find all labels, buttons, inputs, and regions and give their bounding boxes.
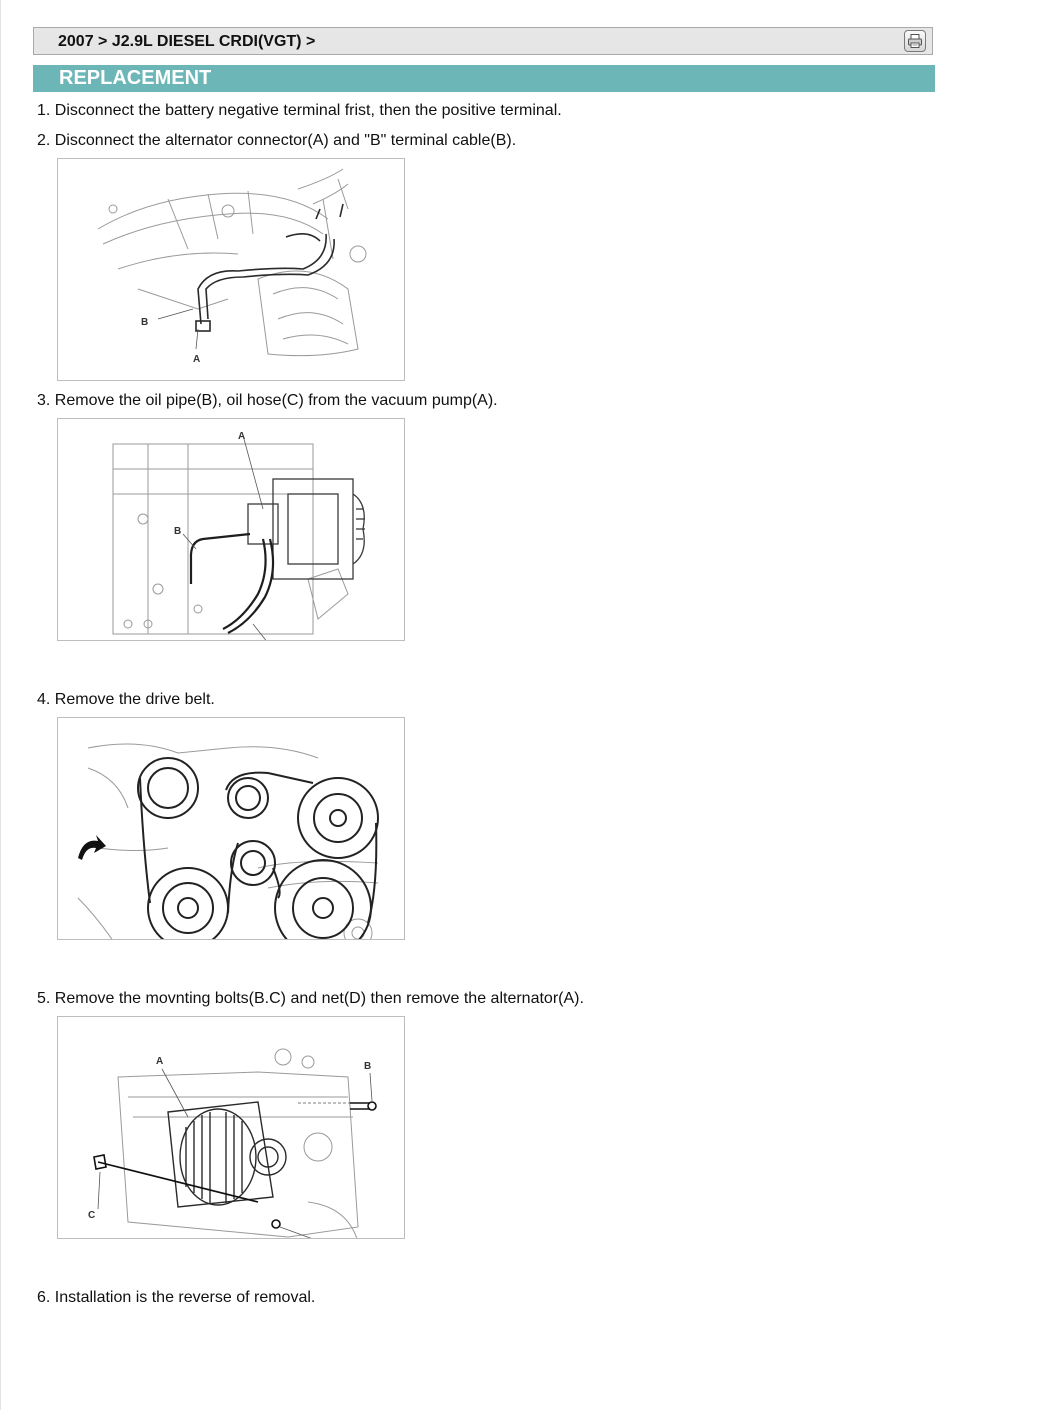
figure-vacuum-pump — [57, 418, 405, 674]
drive-belt-illustration — [58, 718, 405, 940]
section-title-bar — [33, 65, 935, 92]
figure-2-label-b: B — [174, 526, 182, 537]
section-title: REPLACEMENT — [59, 67, 212, 89]
breadcrumb-text: 2007 > J2.9L DIESEL CRDI(VGT) > — [58, 33, 316, 50]
breadcrumb — [33, 27, 933, 55]
step-2: 2. Disconnect the alternator connector(A) and "B" terminal cable(B). — [37, 132, 517, 149]
vacuum-pump-illustration: A B C — [58, 419, 405, 641]
figure-4-label-b: B — [364, 1061, 372, 1072]
step-1: 1. Disconnect the battery negative terminal frist, then the positive terminal. — [37, 102, 562, 119]
print-button[interactable] — [904, 30, 926, 52]
alternator-connector-illustration — [58, 159, 405, 381]
figure-1-label-b: B — [141, 317, 149, 328]
rotation-arrow-icon — [78, 835, 106, 860]
page-left-edge — [0, 0, 1, 1410]
figure-alternator-bolts — [57, 1016, 405, 1253]
figure-4-label-a: A — [156, 1056, 164, 1067]
figure-drive-belt — [57, 717, 405, 940]
figure-2-label-a: A — [238, 431, 246, 442]
step-3: 3. Remove the oil pipe(B), oil hose(C) from the vacuum pump(A). — [37, 392, 498, 409]
step-6: 6. Installation is the reverse of removal. — [37, 1289, 316, 1306]
figure-1-label-a: A — [193, 354, 201, 365]
figure-alternator-connector — [57, 158, 405, 381]
step-4: 4. Remove the drive belt. — [37, 691, 215, 708]
step-5: 5. Remove the movnting bolts(B.C) and net(D) then remove the alternator(A). — [37, 990, 584, 1007]
alternator-bolts-illustration: A B C D — [58, 1017, 405, 1239]
printer-icon — [907, 33, 923, 49]
figure-4-label-c: C — [88, 1210, 96, 1221]
